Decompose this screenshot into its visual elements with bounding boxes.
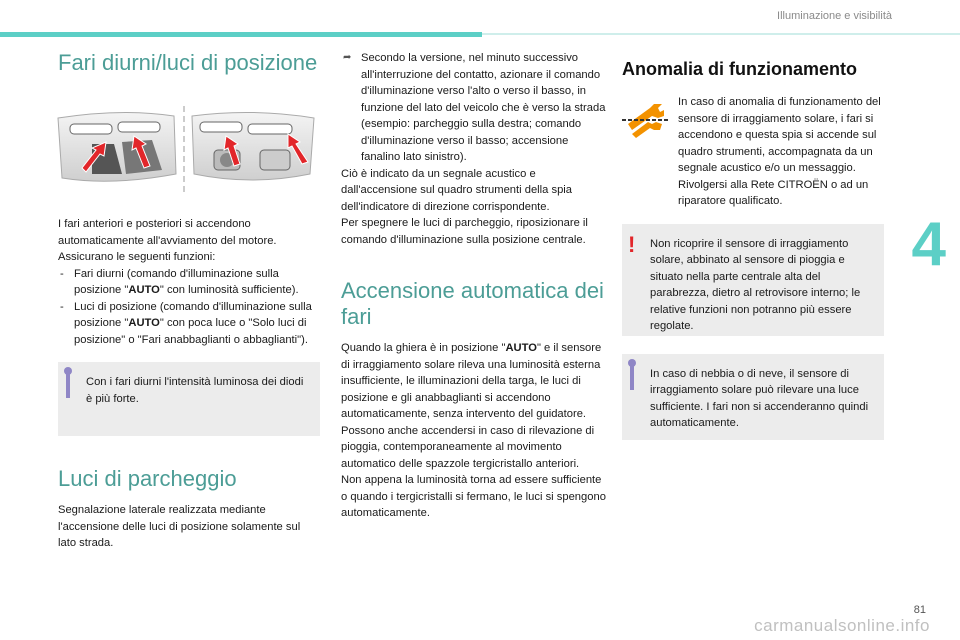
info-note-text: Con i fari diurni l'intensità luminosa dei diodi è più forte. (86, 376, 304, 405)
header-accent-bar (0, 32, 482, 37)
info-note-daytime (58, 362, 320, 436)
header-rule (482, 33, 960, 35)
list-item-daytime: - Fari diurni (comando d'illuminazione sulla posizione "AUTO" con luminosità sufficiente). (58, 266, 320, 299)
auto-lights-off-paragraph: Non appena la luminosità torna ad essere sufficiente o quando i tergicristalli si fermano, le luci si spengono automaticamente. (341, 474, 606, 519)
column-right (622, 50, 884, 440)
warning-note (622, 224, 884, 336)
turn-off-paragraph: Per spegnere le luci di parcheggio, riposizionare il comando d'illuminazione sulla posizione centrale. (341, 217, 588, 246)
daytime-lights-intro: I fari anteriori e posteriori si accendono automaticamente all'avviamento del motore. Assicurano le seguenti funzioni: (58, 218, 277, 263)
column-middle (341, 50, 606, 522)
malfunction-item (622, 94, 884, 210)
headlamp-illustration (52, 104, 322, 196)
functions-list (58, 266, 320, 349)
page-number: 81 (913, 604, 926, 616)
list-item-position: - Luci di posizione (comando d'illuminazione sulla posizione "AUTO" con poca luce o "Solo luci di posizione" o "Fari anabbaglianti o abbaglianti"). (58, 299, 320, 349)
info-icon (66, 374, 70, 398)
column-left (58, 50, 320, 552)
chapter-number: 4 (911, 210, 946, 279)
instruction-text: Secondo la versione, nel minuto successivo all'interruzione del contatto, azionare il comando d'illuminazione verso l'alto o verso il basso, in funzione del lato del veicolo che è verso la strada (esempio: parcheggio sulla destra; comando d'illuminazione verso il basso; accensione fanalino lato sinistro). (361, 52, 606, 163)
auto-lights-paragraph: Quando la ghiera è in posizione "AUTO" e il sensore di irraggiamento solare rileva una luminosità esterna insufficiente, le illuminazioni della targa, le luci di posizione e gli anabbaglianti si accendono automaticamente, senza intervento del guidatore. Possono anche accendersi in caso di rilevazione di pioggia, contemporaneamente al movimento automatico delle spazzole tergicristallo anteriori. (341, 342, 602, 470)
headlamp-image (52, 104, 322, 196)
info-note-fog (622, 354, 884, 440)
info-icon (630, 366, 634, 390)
warning-exclamation-icon: ! (628, 231, 636, 257)
instruction-item (341, 50, 606, 166)
section-title-daytime-lights: Fari diurni/luci di posizione (58, 50, 318, 75)
instruction-arrow-icon: ➦ (343, 52, 352, 63)
section-title-auto-lights: Accensione automatica dei fari (341, 278, 604, 329)
warning-note-text: Non ricoprire il sensore di irraggiamento solare, abbinato al sensore di pioggia e situato nella parte centrale alta del parabrezza, dietro al retrovisore interno; le relative funzioni non potranno più essere regolate. (650, 237, 861, 332)
watermark: carmanualsonline.info (754, 616, 930, 635)
signal-paragraph: Ciò è indicato da un segnale acustico e dall'accensione sul quadro strumenti della spia dell'indicatore di direzione corrispondente. (341, 167, 572, 213)
info-note-fog-text: In caso di nebbia o di neve, il sensore di irraggiamento solare può rilevare una luce sufficiente. I fari non si accenderanno quindi automaticamente. (650, 367, 869, 429)
parking-lights-text: Segnalazione laterale realizzata mediante l'accensione delle luci di posizione solamente sul lato strada. (58, 504, 301, 549)
wrench-icon (622, 100, 668, 146)
section-title-parking-lights: Luci di parcheggio (58, 466, 237, 491)
running-header: Illuminazione e visibilità (777, 10, 892, 22)
section-title-malfunction: Anomalia di funzionamento (622, 59, 858, 79)
malfunction-text: In caso di anomalia di funzionamento del sensore di irraggiamento solare, i fari si accendono e questa spia si accende sul quadro strumenti, accompagnata da un segnale acustico e/o un messaggio. Rivolgersi alla Rete CITROËN o ad un riparatore qualificato. (678, 96, 881, 207)
